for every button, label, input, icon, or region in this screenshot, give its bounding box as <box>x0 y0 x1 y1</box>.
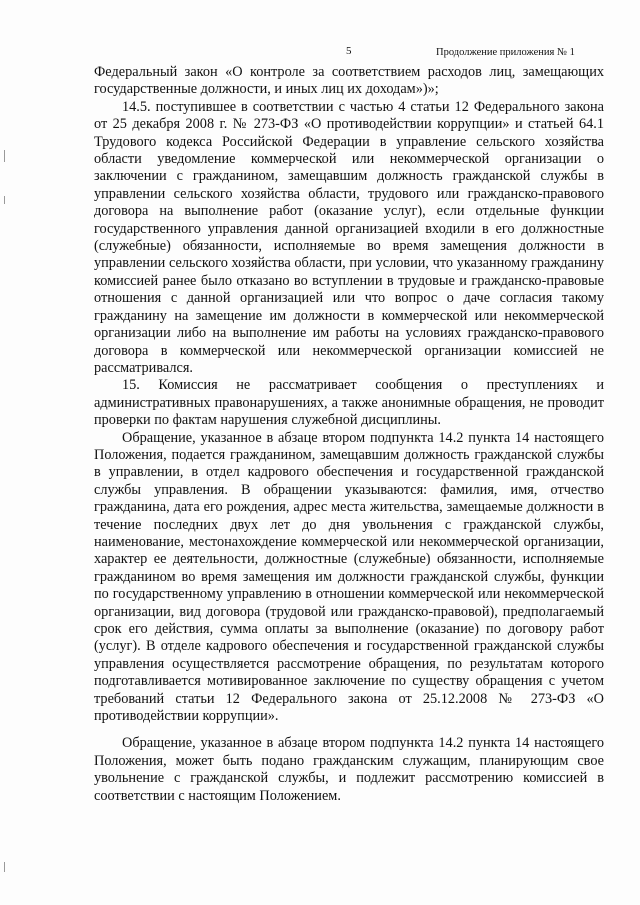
paragraph-15: 15. Комиссия не рассматривает сообщения о преступлениях и административных правонарушениях, а также анонимные обращения, не проводит проверки по фактам нарушения служебной дисциплины. <box>94 377 604 429</box>
paragraph-appeal-submission: Обращение, указанное в абзаце втором подпункта 14.2 пункта 14 настоящего Положения, подается гражданином, замещавшим должность гражданской службы в управлении, в отдел кадрового обеспечения и государственной гражданской службы управления. В обращении указываются: фамилия, имя, отчество гражданина, дата его рождения, адрес места жительства, замещаемые должности в течение последних двух лет до дня увольнения с гражданской службы, наименование, местонахождение коммерческой или некоммерческой организации, характер ее деятельности, должностные (служебные) обязанности, исполняемые гражданином во время замещения им должности гражданской службы, функции по государственному управлению в отношении коммерческой или некоммерческой организации, вид договора (трудовой или гражданско-правовой), предполагаемый срок его действия, сумма оплаты за выполнение (оказание) по договору работ (услуг). В отделе кадрового обеспечения и государственной гражданской службы управления осуществляется рассмотрение обращения, по результатам которого подготавливается мотивированное заключение по существу обращения с учетом требований статьи 12 Федерального закона от 25.12.2008 № 273-ФЗ «О противодействии коррупции». <box>94 429 604 725</box>
document-body <box>94 64 604 805</box>
page-number: 5 <box>346 45 352 57</box>
paragraph-appeal-civil-servant: Обращение, указанное в абзаце втором подпункта 14.2 пункта 14 настоящего Положения, может быть подано гражданским служащим, планирующим свое увольнение с гражданской службы, и подлежит рассмотрению комиссией в соответствии с настоящим Положением. <box>94 735 604 804</box>
appendix-continuation-label: Продолжение приложения № 1 <box>436 47 575 58</box>
paragraph-law-reference-end: Федеральный закон «О контроле за соответствием расходов лиц, замещающих государственные должности, и иных лиц их доходам»)»; <box>94 64 604 98</box>
paragraph-14-5: 14.5. поступившее в соответствии с частью 4 статьи 12 Федерального закона от 25 декабря 2008 г. № 273-ФЗ «О противодействии коррупции» и статьей 64.1 Трудового кодекса Российской Федерации в управление сельского хозяйства области уведомление коммерческой или некоммерческой организации о заключении с гражданином, замещавшим должность гражданской службы в управлении сельского хозяйства области, трудового или гражданско-правового договора на выполнение работ (оказание услуг), если отдельные функции государственного управления данной организацией входили в его должностные (служебные) обязанности, исполняемые во время замещения должности в управлении сельского хозяйства области, при условии, что указанному гражданину комиссией ранее было отказано во вступлении в трудовые и гражданско-правовые отношения с данной организацией или что вопрос о даче согласия такому гражданину на замещение им должности в коммерческой или некоммерческой организации либо на выполнение им работы на условиях гражданско-правового договора в коммерческой или некоммерческой организации комиссией не рассматривался. <box>94 98 604 376</box>
